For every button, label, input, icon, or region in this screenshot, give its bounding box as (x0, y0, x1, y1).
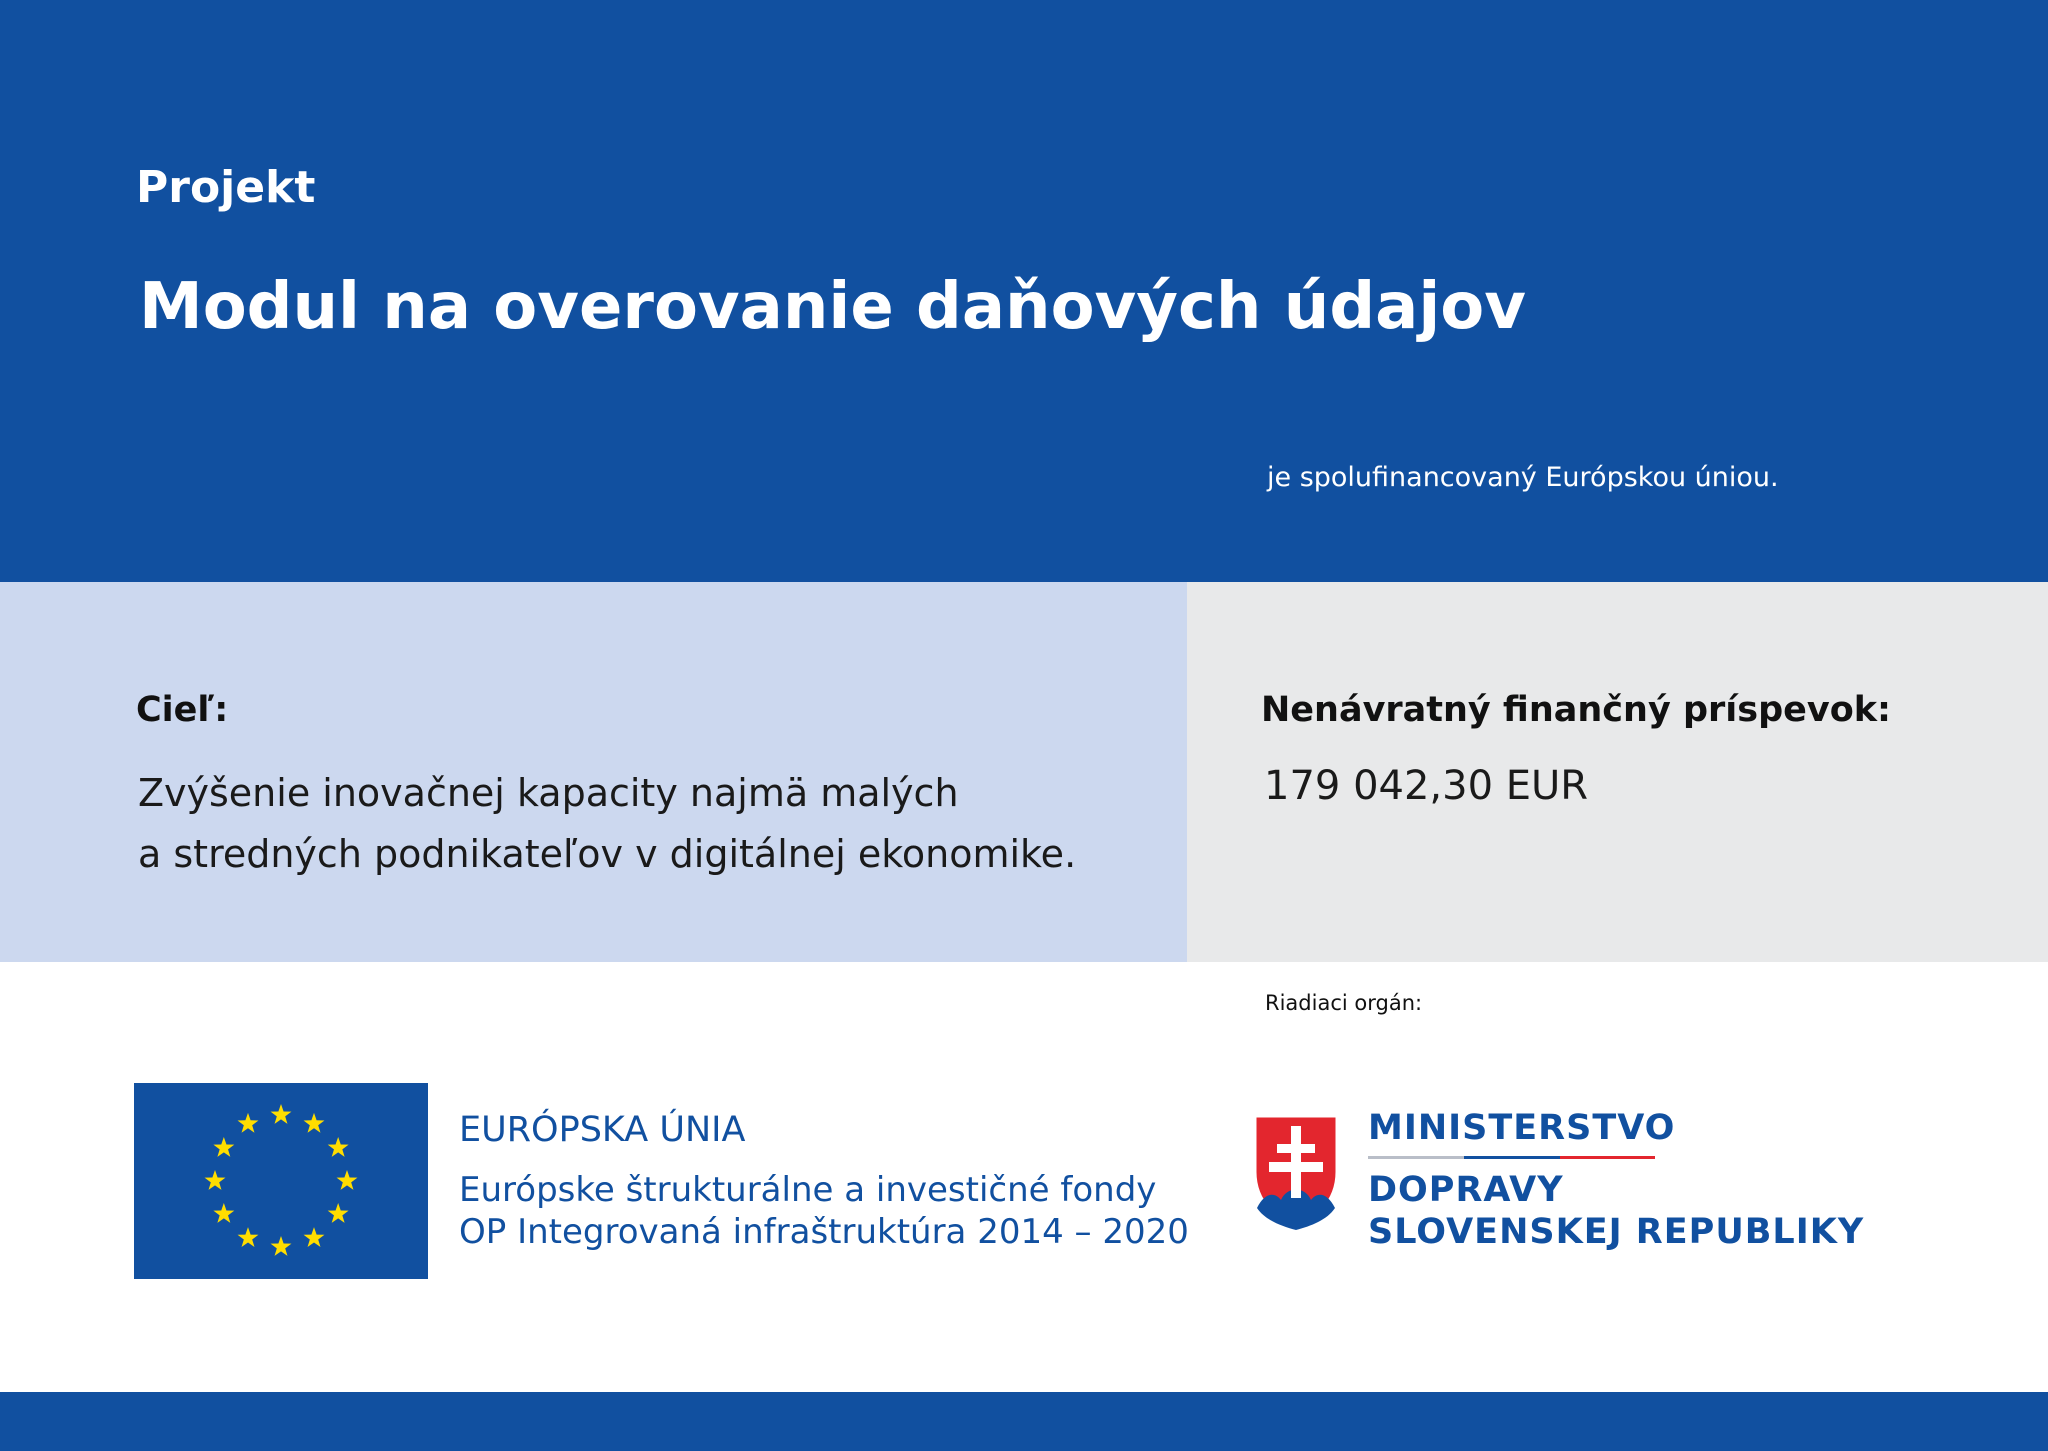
goal-label: Cieľ: (136, 690, 229, 730)
eu-funds-line: Európske štrukturálne a investičné fondy (459, 1170, 1157, 1210)
ministry-rule-white (1368, 1156, 1464, 1159)
ministry-line-1: MINISTERSTVO (1368, 1108, 1676, 1148)
ministry-line-3: SLOVENSKEJ REPUBLIKY (1368, 1212, 1865, 1252)
ministry-rule-blue (1464, 1156, 1560, 1159)
goal-line: a stredných podnikateľov v digitálnej ekonomike. (138, 832, 1077, 876)
goal-line: Zvýšenie inovačnej kapacity najmä malých (138, 771, 959, 815)
eu-programme-line: OP Integrovaná infraštruktúra 2014 – 2020 (459, 1212, 1189, 1252)
eu-flag-icon (134, 1083, 428, 1279)
eu-title: EURÓPSKA ÚNIA (459, 1110, 746, 1150)
slovak-coat-of-arms-icon (1251, 1112, 1341, 1232)
ministry-rule-red (1560, 1156, 1655, 1159)
ministry-line-2: DOPRAVY (1368, 1170, 1564, 1210)
managing-authority-label: Riadiaci orgán: (1265, 991, 1423, 1015)
project-kicker: Projekt (136, 162, 316, 213)
footer-band (0, 1392, 2048, 1451)
grant-value: 179 042,30 EUR (1264, 763, 1589, 809)
cofunding-note: je spolufinancovaný Európskou úniou. (1267, 462, 1779, 493)
cross-lower-bar (1269, 1162, 1323, 1172)
project-title: Modul na overovanie daňových údajov (139, 270, 1526, 344)
grant-label: Nenávratný finančný príspevok: (1261, 690, 1892, 730)
goal-text (138, 763, 1076, 885)
cross-upper-bar (1277, 1144, 1315, 1153)
